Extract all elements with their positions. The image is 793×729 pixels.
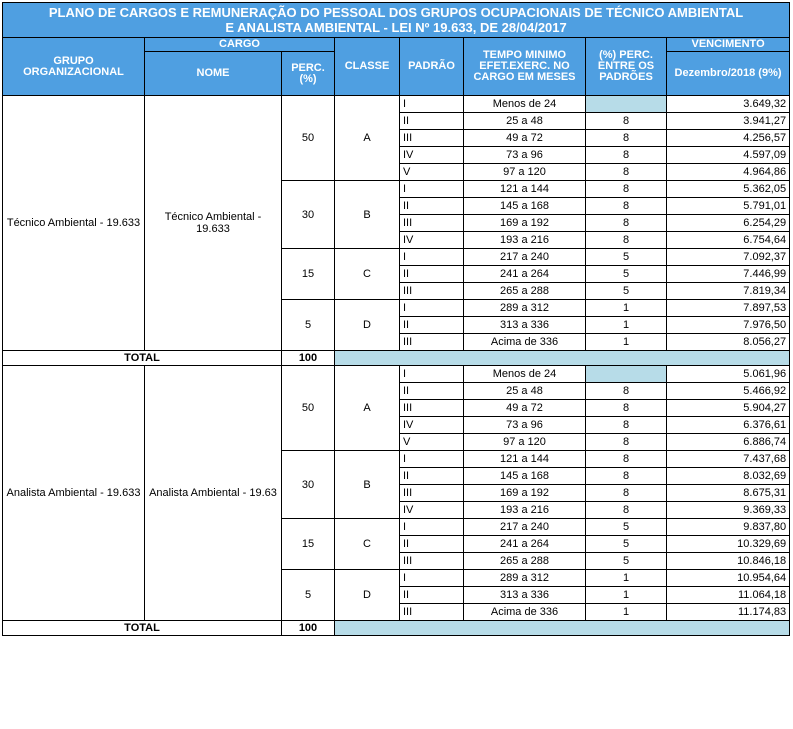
perc-padroes-cell: 5: [586, 249, 667, 266]
padrao-cell: II: [400, 468, 464, 485]
header-padrao: PADRÃO: [400, 38, 464, 96]
table-header: [3, 3, 790, 96]
tempo-cell: 49 a 72: [464, 400, 586, 417]
perc-padroes-cell: 8: [586, 147, 667, 164]
padrao-cell: III: [400, 485, 464, 502]
vencimento-cell: 6.754,64: [667, 232, 790, 249]
perc-cell: 30: [282, 451, 335, 519]
perc-padroes-cell: 5: [586, 519, 667, 536]
tempo-cell: 313 a 336: [464, 317, 586, 334]
tempo-cell: 169 a 192: [464, 485, 586, 502]
perc-cell: 50: [282, 96, 335, 181]
padrao-cell: II: [400, 113, 464, 130]
tempo-cell: 217 a 240: [464, 519, 586, 536]
vencimento-cell: 8.032,69: [667, 468, 790, 485]
perc-padroes-cell: [586, 366, 667, 383]
tempo-cell: 265 a 288: [464, 553, 586, 570]
total-value: 100: [282, 621, 335, 636]
table-row: [3, 366, 790, 383]
classe-cell: D: [335, 570, 400, 621]
tempo-cell: 265 a 288: [464, 283, 586, 300]
tempo-cell: Acima de 336: [464, 334, 586, 351]
perc-padroes-cell: 5: [586, 536, 667, 553]
padrao-cell: I: [400, 96, 464, 113]
tempo-cell: 49 a 72: [464, 130, 586, 147]
tempo-cell: 145 a 168: [464, 198, 586, 215]
classe-cell: A: [335, 96, 400, 181]
perc-padroes-cell: 8: [586, 232, 667, 249]
padrao-cell: II: [400, 317, 464, 334]
header-nome: NOME: [145, 52, 282, 96]
padrao-cell: I: [400, 181, 464, 198]
total-row: [3, 621, 790, 636]
vencimento-cell: 3.649,32: [667, 96, 790, 113]
padrao-cell: V: [400, 164, 464, 181]
perc-padroes-cell: 8: [586, 198, 667, 215]
vencimento-cell: 9.369,33: [667, 502, 790, 519]
header-perc-padroes: (%) PERC. ENTRE OS PADRÕES: [586, 38, 667, 96]
tempo-cell: 193 a 216: [464, 502, 586, 519]
table-body: [3, 96, 790, 636]
title-line-2: E ANALISTA AMBIENTAL - LEI Nº 19.633, DE 28/04/2017: [225, 20, 567, 35]
header-dezembro: Dezembro/2018 (9%): [667, 52, 790, 96]
padrao-cell: II: [400, 587, 464, 604]
vencimento-cell: 4.597,09: [667, 147, 790, 164]
perc-padroes-cell: 8: [586, 113, 667, 130]
perc-cell: 15: [282, 249, 335, 300]
perc-padroes-cell: 8: [586, 468, 667, 485]
grupo-cell: Analista Ambiental - 19.633: [3, 366, 145, 621]
total-value: 100: [282, 351, 335, 366]
vencimento-cell: 10.846,18: [667, 553, 790, 570]
padrao-cell: I: [400, 249, 464, 266]
vencimento-cell: 7.897,53: [667, 300, 790, 317]
total-label: TOTAL: [3, 621, 282, 636]
header-cargo: CARGO: [145, 38, 335, 52]
total-filler: [335, 351, 790, 366]
padrao-cell: I: [400, 451, 464, 468]
padrao-cell: III: [400, 283, 464, 300]
perc-padroes-cell: 8: [586, 417, 667, 434]
padrao-cell: I: [400, 519, 464, 536]
header-vencimento: VENCIMENTO: [667, 38, 790, 52]
padrao-cell: II: [400, 198, 464, 215]
padrao-cell: III: [400, 553, 464, 570]
salary-plan-table: [2, 2, 790, 636]
perc-padroes-cell: 5: [586, 266, 667, 283]
classe-cell: A: [335, 366, 400, 451]
perc-padroes-cell: 8: [586, 485, 667, 502]
vencimento-cell: 5.791,01: [667, 198, 790, 215]
padrao-cell: III: [400, 130, 464, 147]
padrao-cell: I: [400, 366, 464, 383]
tempo-cell: 217 a 240: [464, 249, 586, 266]
vencimento-cell: 3.941,27: [667, 113, 790, 130]
vencimento-cell: 6.376,61: [667, 417, 790, 434]
tempo-cell: Menos de 24: [464, 366, 586, 383]
perc-padroes-cell: 5: [586, 283, 667, 300]
classe-cell: B: [335, 181, 400, 249]
header-tempo: TEMPO MINIMO EFET.EXERC. NO CARGO EM MESES: [464, 38, 586, 96]
perc-cell: 5: [282, 570, 335, 621]
total-row: [3, 351, 790, 366]
classe-cell: B: [335, 451, 400, 519]
header-classe: CLASSE: [335, 38, 400, 96]
nome-cell: Técnico Ambiental - 19.633: [145, 96, 282, 351]
vencimento-cell: 7.446,99: [667, 266, 790, 283]
vencimento-cell: 11.064,18: [667, 587, 790, 604]
perc-cell: 50: [282, 366, 335, 451]
perc-padroes-cell: 1: [586, 300, 667, 317]
padrao-cell: I: [400, 570, 464, 587]
tempo-cell: 241 a 264: [464, 266, 586, 283]
padrao-cell: I: [400, 300, 464, 317]
tempo-cell: Menos de 24: [464, 96, 586, 113]
padrao-cell: V: [400, 434, 464, 451]
padrao-cell: IV: [400, 147, 464, 164]
padrao-cell: III: [400, 604, 464, 621]
tempo-cell: 97 a 120: [464, 434, 586, 451]
perc-padroes-cell: 8: [586, 164, 667, 181]
tempo-cell: 241 a 264: [464, 536, 586, 553]
perc-padroes-cell: 8: [586, 400, 667, 417]
tempo-cell: 169 a 192: [464, 215, 586, 232]
vencimento-cell: 4.256,57: [667, 130, 790, 147]
vencimento-cell: 10.954,64: [667, 570, 790, 587]
padrao-cell: II: [400, 536, 464, 553]
total-filler: [335, 621, 790, 636]
perc-padroes-cell: 1: [586, 317, 667, 334]
vencimento-cell: 8.056,27: [667, 334, 790, 351]
padrao-cell: II: [400, 266, 464, 283]
vencimento-cell: 5.466,92: [667, 383, 790, 400]
tempo-cell: 289 a 312: [464, 570, 586, 587]
perc-padroes-cell: 5: [586, 553, 667, 570]
vencimento-cell: 6.886,74: [667, 434, 790, 451]
table-row: [3, 96, 790, 113]
perc-padroes-cell: 8: [586, 181, 667, 198]
vencimento-cell: 7.976,50: [667, 317, 790, 334]
header-grupo: GRUPO ORGANIZACIONAL: [3, 38, 145, 96]
perc-padroes-cell: 8: [586, 383, 667, 400]
nome-cell: Analista Ambiental - 19.63: [145, 366, 282, 621]
grupo-cell: Técnico Ambiental - 19.633: [3, 96, 145, 351]
vencimento-cell: 7.092,37: [667, 249, 790, 266]
tempo-cell: 73 a 96: [464, 417, 586, 434]
vencimento-cell: 5.904,27: [667, 400, 790, 417]
perc-padroes-cell: 8: [586, 130, 667, 147]
padrao-cell: IV: [400, 417, 464, 434]
table-title: [3, 3, 790, 38]
tempo-cell: 73 a 96: [464, 147, 586, 164]
perc-padroes-cell: 8: [586, 434, 667, 451]
total-label: TOTAL: [3, 351, 282, 366]
tempo-cell: 145 a 168: [464, 468, 586, 485]
vencimento-cell: 5.061,96: [667, 366, 790, 383]
vencimento-cell: 6.254,29: [667, 215, 790, 232]
salary-plan-sheet: [2, 2, 789, 636]
padrao-cell: IV: [400, 502, 464, 519]
vencimento-cell: 9.837,80: [667, 519, 790, 536]
tempo-cell: Acima de 336: [464, 604, 586, 621]
perc-cell: 15: [282, 519, 335, 570]
perc-padroes-cell: 1: [586, 334, 667, 351]
title-line-1: PLANO DE CARGOS E REMUNERAÇÃO DO PESSOAL DOS GRUPOS OCUPACIONAIS DE TÉCNICO AMBIENTAL: [48, 5, 744, 20]
tempo-cell: 121 a 144: [464, 181, 586, 198]
perc-cell: 5: [282, 300, 335, 351]
padrao-cell: II: [400, 383, 464, 400]
tempo-cell: 193 a 216: [464, 232, 586, 249]
vencimento-cell: 10.329,69: [667, 536, 790, 553]
padrao-cell: III: [400, 334, 464, 351]
perc-padroes-cell: 1: [586, 570, 667, 587]
vencimento-cell: 7.819,34: [667, 283, 790, 300]
padrao-cell: III: [400, 215, 464, 232]
header-perc: PERC. (%): [282, 52, 335, 96]
vencimento-cell: 11.174,83: [667, 604, 790, 621]
vencimento-cell: 7.437,68: [667, 451, 790, 468]
padrao-cell: IV: [400, 232, 464, 249]
vencimento-cell: 8.675,31: [667, 485, 790, 502]
perc-padroes-cell: 8: [586, 451, 667, 468]
padrao-cell: III: [400, 400, 464, 417]
tempo-cell: 289 a 312: [464, 300, 586, 317]
classe-cell: C: [335, 249, 400, 300]
vencimento-cell: 4.964,86: [667, 164, 790, 181]
tempo-cell: 25 a 48: [464, 113, 586, 130]
perc-padroes-cell: 1: [586, 587, 667, 604]
perc-padroes-cell: [586, 96, 667, 113]
vencimento-cell: 5.362,05: [667, 181, 790, 198]
classe-cell: C: [335, 519, 400, 570]
perc-cell: 30: [282, 181, 335, 249]
tempo-cell: 25 a 48: [464, 383, 586, 400]
tempo-cell: 97 a 120: [464, 164, 586, 181]
classe-cell: D: [335, 300, 400, 351]
perc-padroes-cell: 8: [586, 502, 667, 519]
tempo-cell: 313 a 336: [464, 587, 586, 604]
perc-padroes-cell: 8: [586, 215, 667, 232]
tempo-cell: 121 a 144: [464, 451, 586, 468]
perc-padroes-cell: 1: [586, 604, 667, 621]
